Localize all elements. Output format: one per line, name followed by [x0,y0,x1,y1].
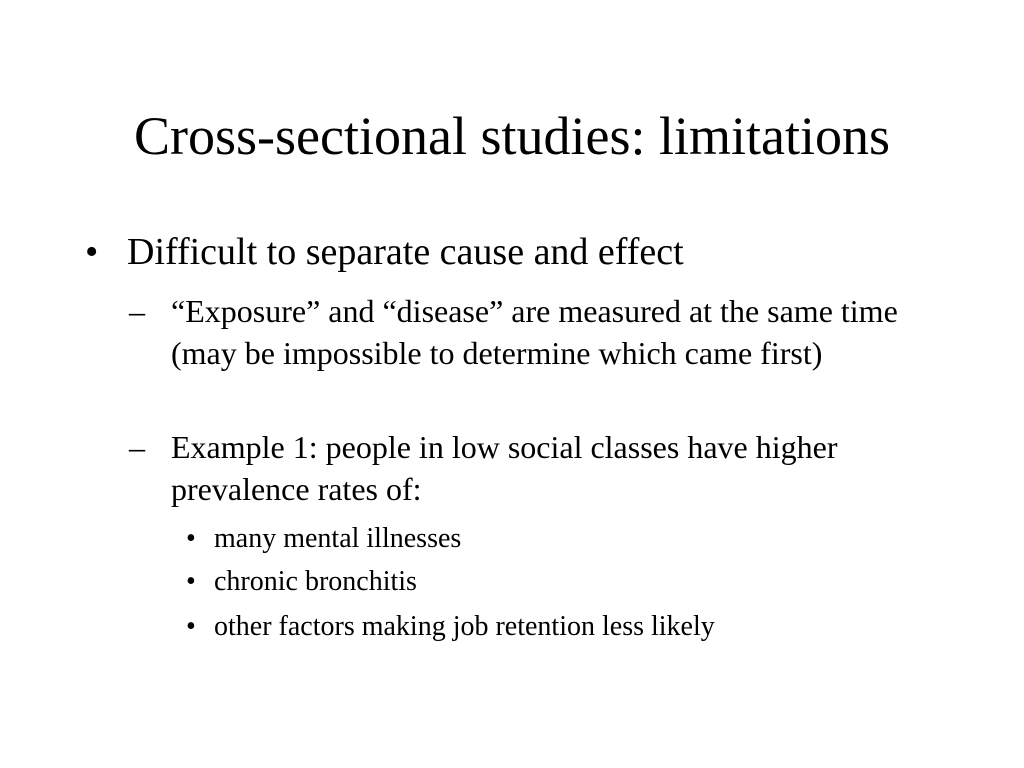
bullet-marker: • [186,566,196,597]
dash-marker: – [129,293,145,329]
bullet-marker: • [186,611,196,642]
sub-sub-bullet-text: other factors making job retention less likely [214,611,715,642]
bullet-marker: • [186,523,196,554]
sub-sub-bullet-text: chronic bronchitis [214,566,417,597]
sub-bullet-text: “Exposure” and “disease” are measured at the same time (may be impossible to determine which came first) [171,293,898,371]
bullet-text: Difficult to separate cause and effect [127,231,684,273]
dash-marker: – [129,429,145,465]
sub-bullet-text: Example 1: people in low social classes have higher prevalence rates of: [171,429,838,507]
slide-title: Cross-sectional studies: limitations [134,106,890,166]
sub-sub-bullet-text: many mental illnesses [214,523,462,554]
bullet-marker: • [85,231,99,273]
